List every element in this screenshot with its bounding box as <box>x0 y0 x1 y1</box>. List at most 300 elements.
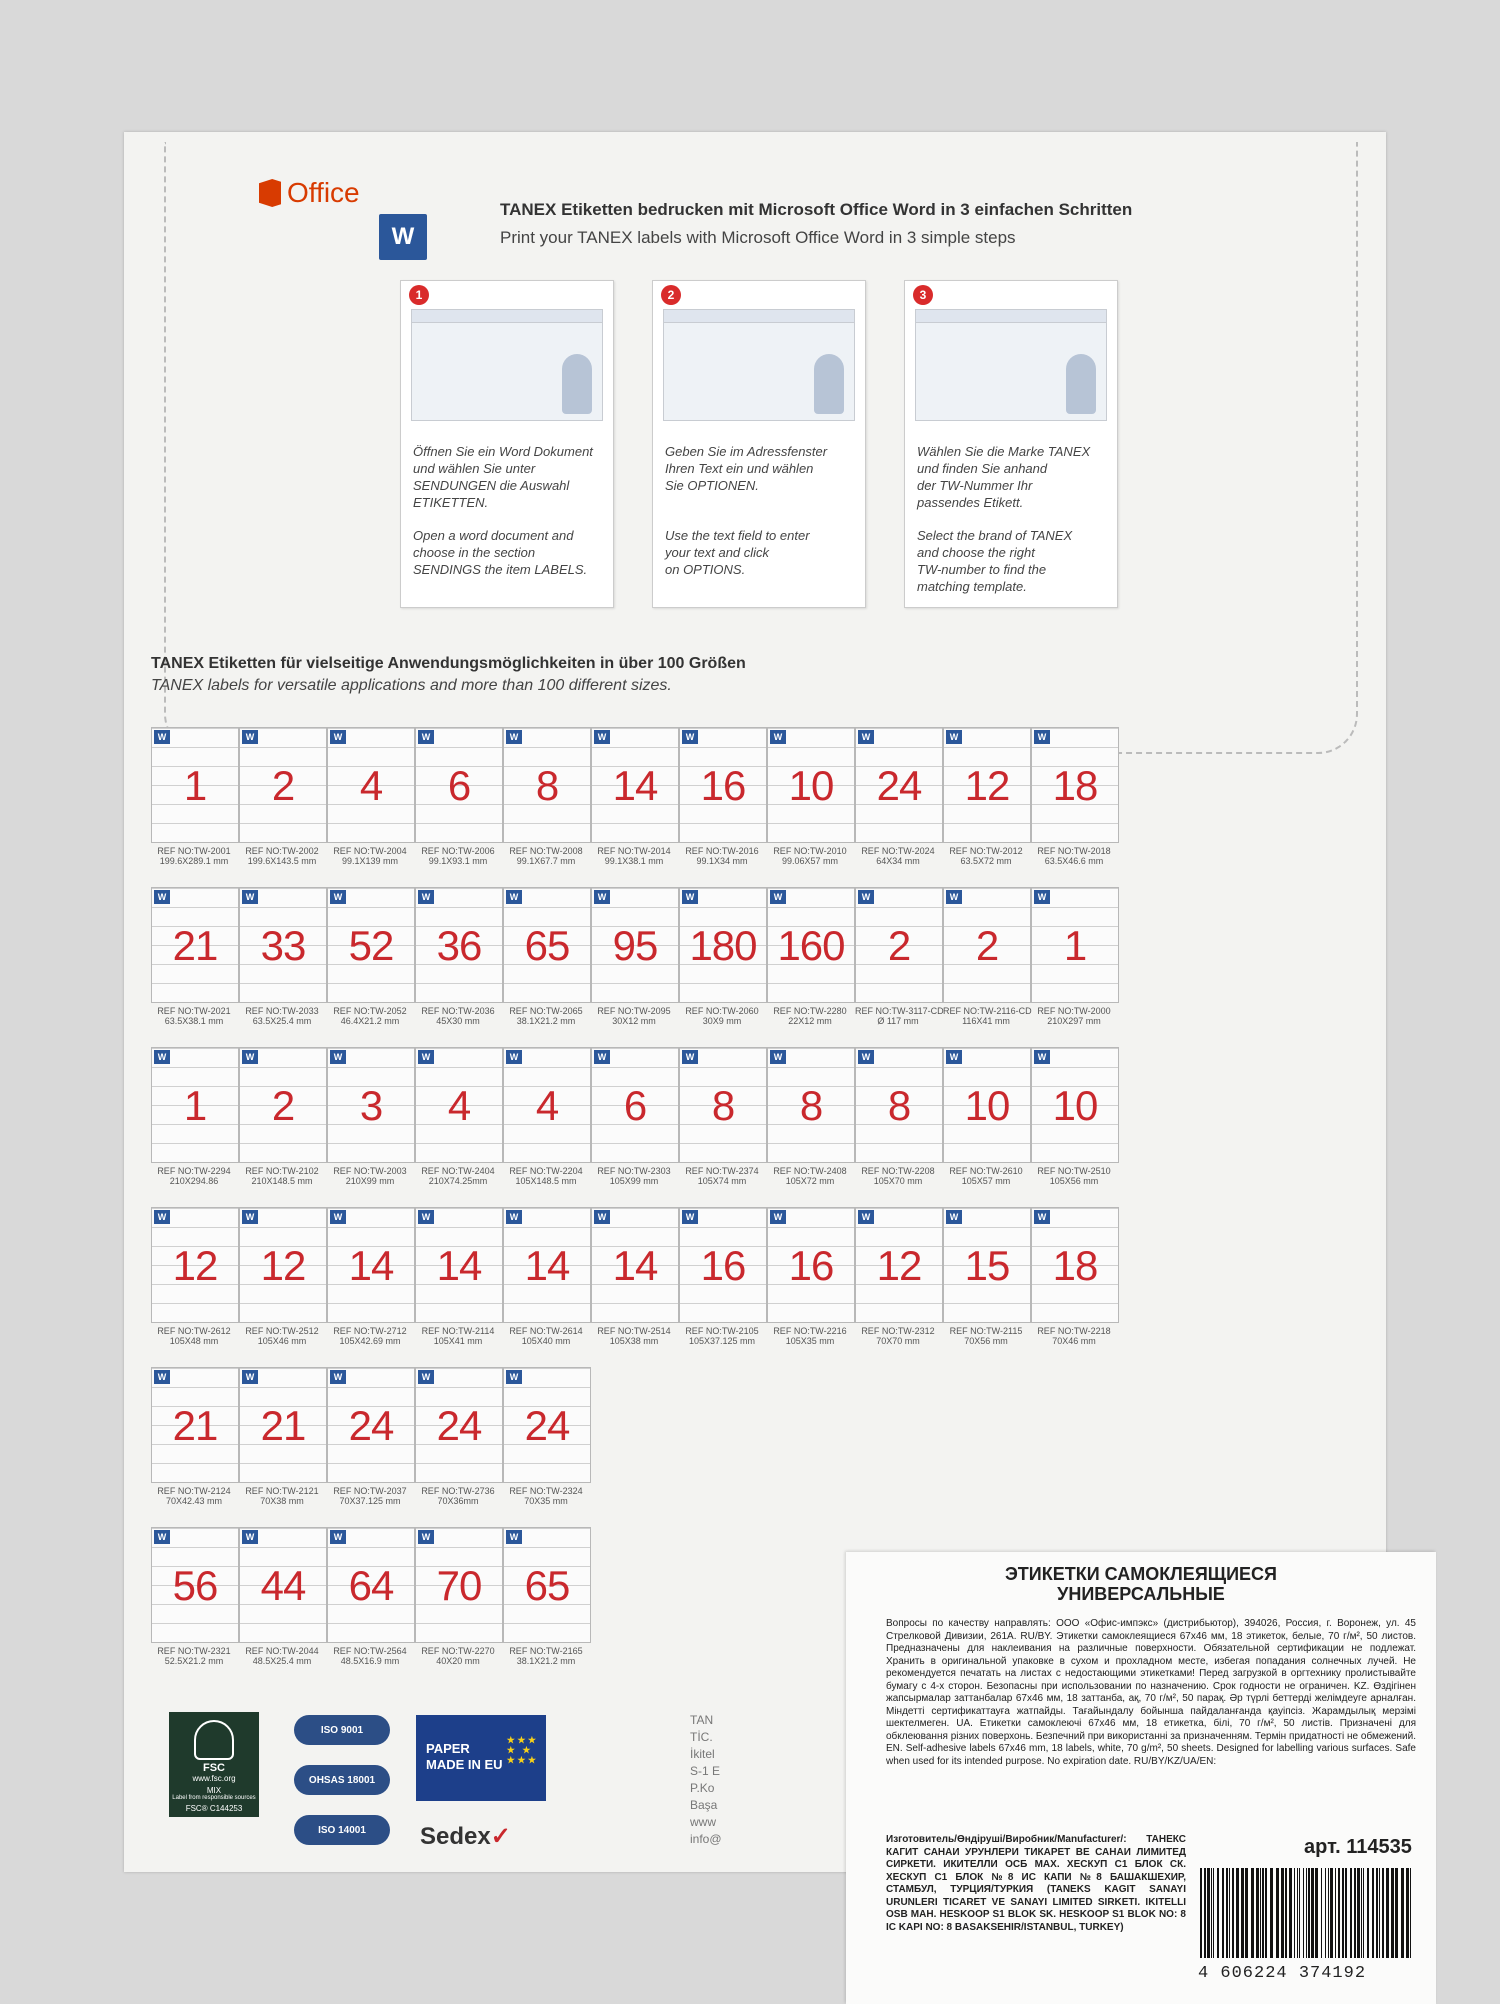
label-size: 105X48 mm <box>169 1336 219 1346</box>
label-sheet-preview <box>151 887 239 1003</box>
label-count: 8 <box>799 1082 823 1129</box>
label-sheet-preview <box>415 887 503 1003</box>
label-format-tile <box>415 887 501 1026</box>
word-icon: W <box>154 730 170 744</box>
label-size: 99.1X34 mm <box>696 856 748 866</box>
label-size: 105X41 mm <box>433 1336 483 1346</box>
word-icon: W <box>946 890 962 904</box>
label-size: 105X148.5 mm <box>515 1176 577 1186</box>
barcode-bar <box>1376 1868 1378 1958</box>
office-logo <box>259 177 360 209</box>
label-count: 12 <box>260 1242 306 1289</box>
fsc-text: Label from responsible sources <box>172 1795 256 1801</box>
label-size: 99.1X139 mm <box>341 856 399 866</box>
label-sheet-preview <box>239 727 327 843</box>
label-sheet-preview <box>943 1207 1031 1323</box>
contact-line: www <box>690 1815 716 1829</box>
ref-number: REF NO:TW-2044 <box>245 1646 319 1656</box>
label-sheet-preview <box>239 1207 327 1323</box>
ref-number: REF NO:TW-2321 <box>157 1646 231 1656</box>
ref-number: REF NO:TW-2270 <box>421 1646 495 1656</box>
label-format-tile <box>239 1367 325 1506</box>
label-size: 38.1X21.2 mm <box>516 1016 576 1026</box>
word-icon: W <box>242 730 258 744</box>
word-icon: W <box>770 1210 786 1224</box>
sticker-title-line1: ЭТИКЕТКИ САМОКЛЕЯЩИЕСЯ <box>1005 1564 1277 1584</box>
label-size: 105X42.69 mm <box>339 1336 401 1346</box>
russian-product-sticker <box>846 1552 1436 2004</box>
label-count: 2 <box>271 762 295 809</box>
label-size: 199.6X143.5 mm <box>247 856 317 866</box>
contact-line: TAN <box>690 1713 714 1727</box>
barcode-bar <box>1367 1868 1369 1958</box>
label-count: 12 <box>876 1242 922 1289</box>
label-count: 4 <box>447 1082 471 1129</box>
label-format-tile <box>855 727 941 866</box>
barcode-bar <box>1276 1868 1279 1958</box>
label-count: 6 <box>447 762 471 809</box>
ref-number: REF NO:TW-2208 <box>861 1166 935 1176</box>
barcode-bar <box>1311 1868 1314 1958</box>
contact-line: P.Ko <box>690 1781 715 1795</box>
sedex-logo: Sedex✓ <box>420 1823 511 1850</box>
label-sheet-preview <box>415 1527 503 1643</box>
label-size: 64X34 mm <box>876 856 920 866</box>
eu-stars-icon: ★ ★ ★ ★ ★ ★ ★ ★ <box>506 1735 536 1765</box>
word-icon: W <box>242 1530 258 1544</box>
label-count: 14 <box>524 1242 570 1289</box>
label-count: 8 <box>535 762 559 809</box>
section-heading-german: TANEX Etiketten für vielseitige Anwendungsmöglichkeiten in über 100 Größen <box>151 655 746 672</box>
word-screenshot <box>663 309 855 421</box>
label-sheet-preview <box>855 1047 943 1163</box>
label-size: 105X56 mm <box>1049 1176 1099 1186</box>
label-count: 14 <box>612 762 658 809</box>
label-format-tile <box>415 1367 501 1506</box>
fsc-mix: MIX <box>206 1786 222 1795</box>
word-icon: W <box>330 890 346 904</box>
fsc-logo <box>169 1712 259 1817</box>
ref-number: REF NO:TW-2408 <box>773 1166 847 1176</box>
paper-line: PAPER <box>426 1741 470 1756</box>
word-icon: W <box>242 890 258 904</box>
label-sheet-preview <box>327 1047 415 1163</box>
barcode-bar <box>1363 1868 1364 1958</box>
barcode-bar <box>1335 1868 1336 1958</box>
fsc-tree-icon <box>194 1720 234 1760</box>
ref-number: REF NO:TW-2002 <box>245 846 319 856</box>
label-sheet-preview <box>679 887 767 1003</box>
label-size: 63.5X38.1 mm <box>164 1016 224 1026</box>
label-sheet-preview <box>239 1047 327 1163</box>
label-sheet-preview <box>327 1367 415 1483</box>
ean-digits: 4 606224 374192 <box>1198 1964 1367 1983</box>
barcode-bar <box>1338 1868 1340 1958</box>
barcode-bar <box>1350 1868 1352 1958</box>
label-count: 4 <box>359 762 383 809</box>
label-format-tile <box>591 1207 677 1346</box>
barcode-bar <box>1315 1868 1318 1958</box>
label-size: 52.5X21.2 mm <box>164 1656 224 1666</box>
label-format-tile <box>679 1047 765 1186</box>
label-size: 105X37.125 mm <box>688 1336 756 1346</box>
barcode-bar <box>1321 1868 1322 1958</box>
word-icon: W <box>418 890 434 904</box>
label-sheet-preview <box>327 1527 415 1643</box>
label-size: 210X297 mm <box>1047 1016 1101 1026</box>
barcode-bar <box>1386 1868 1389 1958</box>
word-icon: W <box>242 1210 258 1224</box>
step-text-english: Use the text field to enter your text and click on OPTIONS. <box>665 528 810 577</box>
contact-line: TİC. <box>690 1730 713 1744</box>
article-number: арт. 114535 <box>1304 1836 1412 1858</box>
label-format-tile <box>151 1367 237 1506</box>
barcode-bar <box>1297 1868 1298 1958</box>
office-logo-text: Office <box>287 177 360 208</box>
ref-number: REF NO:TW-2324 <box>509 1486 583 1496</box>
office-icon <box>259 179 281 207</box>
label-size: 210X294.86 <box>169 1176 219 1186</box>
label-size: 116X41 mm <box>962 1016 1010 1026</box>
word-icon: W <box>1034 1050 1050 1064</box>
label-sheet-preview <box>943 887 1031 1003</box>
step-text-german: Öffnen Sie ein Word Dokument und wählen Sie unter SENDUNGEN die Auswahl ETIKETTEN. <box>413 444 593 510</box>
word-icon: W <box>1034 730 1050 744</box>
barcode-bar <box>1213 1868 1214 1958</box>
label-format-tile <box>415 1047 501 1186</box>
ref-number: REF NO:TW-2018 <box>1037 846 1111 856</box>
ref-number: REF NO:TW-2121 <box>245 1486 319 1496</box>
label-count: 8 <box>887 1082 911 1129</box>
label-format-tile <box>327 1367 413 1506</box>
label-count: 21 <box>260 1402 306 1449</box>
word-icon: W <box>682 730 698 744</box>
barcode-bar <box>1285 1868 1287 1958</box>
barcode-bar <box>1345 1868 1347 1958</box>
barcode-bar <box>1232 1868 1234 1958</box>
label-format-tile <box>503 887 589 1026</box>
barcode-bar <box>1354 1868 1356 1958</box>
label-format-tile <box>1031 1207 1117 1346</box>
label-count: 8 <box>711 1082 735 1129</box>
label-count: 4 <box>535 1082 559 1129</box>
ref-number: REF NO:TW-2114 <box>421 1326 495 1336</box>
label-sheet-preview <box>591 1047 679 1163</box>
label-sheet-preview <box>1031 1047 1119 1163</box>
sticker-manufacturer: Изготовитель/Өндіруші/Виробник/Manufacturer/: ТАНЕКС КАГИТ САНАИ УРУНЛЕРИ ТИКАРЕТ ВЕ САНАИ ЛИМИТЕД СИРКЕТИ. ИКИТЕЛЛИ ОСБ МАХ. ХЕСКУП С1 БЛОК СК. ХЕСКУП С1 БЛОК №8 ИС КАПИ №8 БАШАКШЕХИР, СТАМБУЛ, ТУРЦИЯ/ТУРКИЯ (TANEKS KAGIT SANAYI URUNLERI TICARET VE SANAYI LIMITED SIRKETI. IKITELLI OSB MAH. HESKOOP S1 BLOK SK. HESKOOP S1 BLOK NO: 8 IC KAPI NO: 8 BASAKSEHIR/ISTANBUL, TURKEY) <box>886 1834 1186 1933</box>
label-sheet-preview <box>239 1527 327 1643</box>
label-sheet-preview <box>1031 887 1119 1003</box>
barcode-bar <box>1226 1868 1228 1958</box>
label-count: 14 <box>348 1242 394 1289</box>
iso-14001-badge: ISO 14001 <box>294 1815 390 1845</box>
ref-number: REF NO:TW-2512 <box>245 1326 319 1336</box>
step-number: 3 <box>913 285 933 305</box>
paper-made-in-eu-badge <box>416 1715 546 1801</box>
label-count: 6 <box>623 1082 647 1129</box>
label-size: 30X9 mm <box>702 1016 742 1026</box>
word-icon: W <box>770 1050 786 1064</box>
label-count: 33 <box>260 922 306 969</box>
barcode-bar <box>1361 1868 1362 1958</box>
barcode-bar <box>1330 1868 1333 1958</box>
label-size: 105X38 mm <box>609 1336 659 1346</box>
fsc-url: www.fsc.org <box>192 1774 236 1783</box>
woman-pointing-illustration <box>814 354 844 414</box>
barcode-bar <box>1303 1868 1304 1958</box>
barcode-bar <box>1222 1868 1224 1958</box>
label-format-tile <box>767 1207 853 1346</box>
barcode-bar <box>1281 1868 1284 1958</box>
label-format-tile <box>239 1047 325 1186</box>
label-count: 44 <box>260 1562 306 1609</box>
label-count: 56 <box>172 1562 218 1609</box>
word-icon: W <box>946 1050 962 1064</box>
label-format-tile <box>415 727 501 866</box>
label-size: 48.5X16.9 mm <box>340 1656 400 1666</box>
label-count: 15 <box>964 1242 1010 1289</box>
barcode-bar <box>1357 1868 1360 1958</box>
tanex-contact-cropped <box>690 1712 722 1848</box>
label-format-tile <box>591 1047 677 1186</box>
label-size: 99.1X38.1 mm <box>604 856 664 866</box>
step-text-german: Wählen Sie die Marke TANEX und finden Sie anhand der TW-Nummer Ihr passendes Etikett. <box>917 444 1091 510</box>
label-format-tile <box>239 1207 325 1346</box>
barcode-bar <box>1262 1868 1264 1958</box>
word-icon: W <box>946 1210 962 1224</box>
word-icon: W <box>594 1210 610 1224</box>
label-format-tile <box>503 1527 589 1666</box>
word-icon: W <box>418 1530 434 1544</box>
label-format-tile <box>767 1047 853 1186</box>
label-sheet-preview <box>151 1367 239 1483</box>
label-format-tile <box>1031 1047 1117 1186</box>
label-count: 65 <box>524 922 570 969</box>
ref-number: REF NO:TW-2312 <box>861 1326 935 1336</box>
barcode-bar <box>1256 1868 1259 1958</box>
label-sheet-preview <box>239 1367 327 1483</box>
ref-number: REF NO:TW-2612 <box>157 1326 231 1336</box>
label-format-tile <box>943 1207 1029 1346</box>
word-icon: W <box>154 1210 170 1224</box>
label-sheet-preview <box>591 727 679 843</box>
label-format-tile <box>151 1047 237 1186</box>
label-count: 18 <box>1052 762 1098 809</box>
label-size: 99.1X67.7 mm <box>516 856 576 866</box>
label-sheet-preview <box>767 1047 855 1163</box>
ref-number: REF NO:TW-2614 <box>509 1326 583 1336</box>
barcode-bar <box>1379 1868 1380 1958</box>
word-icon: W <box>418 1210 434 1224</box>
word-icon: W <box>946 730 962 744</box>
ref-number: REF NO:TW-2003 <box>333 1166 407 1176</box>
label-format-tile <box>767 727 853 866</box>
label-sheet-preview <box>503 1367 591 1483</box>
barcode-bar <box>1270 1868 1273 1958</box>
label-sheet-preview <box>415 1047 503 1163</box>
barcode-bar <box>1236 1868 1239 1958</box>
word-icon: W <box>682 1210 698 1224</box>
label-sheet-preview <box>327 1207 415 1323</box>
ref-number: REF NO:TW-2303 <box>597 1166 671 1176</box>
header-german: TANEX Etiketten bedrucken mit Microsoft Office Word in 3 einfachen Schritten <box>500 200 1133 219</box>
step-card-2 <box>652 280 866 608</box>
word-icon: W <box>154 1530 170 1544</box>
barcode-bar <box>1200 1868 1202 1958</box>
sticker-title <box>846 1564 1436 1604</box>
ref-number: REF NO:TW-2000 <box>1037 1006 1111 1016</box>
label-format-tile <box>943 887 1032 1026</box>
barcode-bar <box>1325 1868 1326 1958</box>
label-sheet-preview <box>151 1207 239 1323</box>
label-format-tile <box>503 727 589 866</box>
label-size: 199.6X289.1 mm <box>159 856 229 866</box>
label-sheet-preview <box>943 1047 1031 1163</box>
ref-number: REF NO:TW-2165 <box>509 1646 583 1656</box>
word-icon: W <box>682 1050 698 1064</box>
label-count: 14 <box>436 1242 482 1289</box>
label-sheet-preview <box>855 727 943 843</box>
ref-number: REF NO:TW-2294 <box>157 1166 231 1176</box>
label-sheet-preview <box>503 1047 591 1163</box>
label-size: 105X35 mm <box>785 1336 835 1346</box>
word-icon: W <box>330 1050 346 1064</box>
ref-number: REF NO:TW-2115 <box>949 1326 1023 1336</box>
label-count: 21 <box>172 1402 218 1449</box>
ref-number: REF NO:TW-2124 <box>157 1486 231 1496</box>
sticker-description: Вопросы по качеству направлять: ООО «Офис-импэкс» (дистрибьютор), 394026, Россия, г. Воронеж, ул. 45 Стрелковой Дивизии, 261А. RU/BY. Этикетки самоклеящиеся 67х46 мм, 18 этикеток, белые, 70 г/м², 50 листов. Предназначены для наклеивания на различные поверхности. Обязательной сертификации не подлежат. Хранить в оригинальной упаковке в сухом и прохладном месте, избегая попадания солнечных лучей. Не рекомендуется печатать на листах с недостающими этикетками! Перед загрузкой в оргтехнику пролистывайте бумагу с 4-х сторон. Безопасны при использовании по назначению. Срок годности не ограничен. KZ. Өздігінен жапсырмалар заттанбалар 67х46 мм, 18 заттанба, ақ, 70 г/м², 50 парақ. Әр түрлі беттерді желімдеуге арналған. Міндетті сертификаттауға жатпайды. Тағайындалу бойынша пайдаланғанда қауіпсіз. Жарамдылық мерзімі шектелмеген. UA. Етикетки самоклеючі 67х46 мм, 18 етикетка, білі, 70 г/м², 50 листів. Призначені для обклеювання різних поверхонь. Безпечний при використанні за призначенням. Термін придатності не обмежений. EN. Self-adhesive labels 67x46 mm, 18 labels, white, 70 g/m², 50 sheets. Designed for labelling various surfaces. Safe when used for its intended purpose. No expiration date. RU/BY/KZ/UA/EN: <box>886 1618 1416 1767</box>
barcode-bar <box>1406 1868 1409 1958</box>
label-format-tile <box>591 727 677 866</box>
label-size: 105X46 mm <box>257 1336 307 1346</box>
word-icon: W <box>379 214 427 260</box>
label-size: 210X99 mm <box>345 1176 395 1186</box>
label-size: 70X36mm <box>437 1496 479 1506</box>
label-size: 70X46 mm <box>1052 1336 1096 1346</box>
label-format-tile <box>855 1047 941 1186</box>
label-format-tile <box>767 887 853 1026</box>
word-icon: W <box>154 890 170 904</box>
label-size: 30X12 mm <box>612 1016 656 1026</box>
label-size: 63.5X46.6 mm <box>1044 856 1104 866</box>
ref-number: REF NO:TW-2021 <box>157 1006 231 1016</box>
label-size: 70X38 mm <box>260 1496 304 1506</box>
step-card-1 <box>400 280 614 608</box>
label-count: 16 <box>788 1242 834 1289</box>
label-count: 24 <box>436 1402 482 1449</box>
label-size: 70X35 mm <box>524 1496 568 1506</box>
barcode-bar <box>1382 1868 1384 1958</box>
label-sheet-preview <box>327 727 415 843</box>
label-format-tile <box>327 727 413 866</box>
label-count: 2 <box>887 922 911 969</box>
iso-9001-badge: ISO 9001 <box>294 1715 390 1745</box>
word-icon: W <box>770 730 786 744</box>
label-size: 105X99 mm <box>609 1176 659 1186</box>
ref-number: REF NO:TW-2008 <box>509 846 583 856</box>
word-icon: W <box>858 1050 874 1064</box>
ref-number: REF NO:TW-3117-CD <box>855 1006 944 1016</box>
barcode-bar <box>1265 1868 1267 1958</box>
ref-number: REF NO:TW-2404 <box>421 1166 495 1176</box>
label-sheet-preview <box>855 1207 943 1323</box>
label-format-tile <box>327 1207 413 1346</box>
label-size: 70X56 mm <box>964 1336 1008 1346</box>
label-format-tile <box>679 1207 765 1346</box>
label-sheet-preview <box>855 887 943 1003</box>
word-icon: W <box>858 1210 874 1224</box>
word-icon: W <box>682 890 698 904</box>
label-format-tile <box>327 1527 413 1666</box>
label-sheet-preview <box>1031 1207 1119 1323</box>
ref-number: REF NO:TW-2001 <box>157 846 231 856</box>
step-number: 1 <box>409 285 429 305</box>
word-icon: W <box>1034 1210 1050 1224</box>
step-text-english: Select the brand of TANEX and choose the right TW-number to find the matching template. <box>917 528 1073 594</box>
label-size: Ø 117 mm <box>877 1016 919 1026</box>
ref-number: REF NO:TW-2012 <box>949 846 1023 856</box>
ref-number: REF NO:TW-2374 <box>685 1166 759 1176</box>
barcode-bar <box>1299 1868 1300 1958</box>
word-icon: W <box>506 890 522 904</box>
word-icon: W <box>858 730 874 744</box>
word-icon: W <box>506 730 522 744</box>
word-icon: W <box>330 1370 346 1384</box>
label-sheet-preview <box>503 727 591 843</box>
label-sheet-preview <box>151 727 239 843</box>
label-count: 18 <box>1052 1242 1098 1289</box>
ref-number: REF NO:TW-2280 <box>773 1006 847 1016</box>
ref-number: REF NO:TW-2204 <box>509 1166 583 1176</box>
label-size: 40X20 mm <box>436 1656 480 1666</box>
label-size: 48.5X25.4 mm <box>252 1656 312 1666</box>
label-count: 24 <box>876 762 922 809</box>
label-format-tile <box>151 887 237 1026</box>
label-format-tile <box>327 1047 413 1186</box>
label-sheet-preview <box>767 887 855 1003</box>
label-count: 180 <box>689 922 757 969</box>
word-icon: W <box>594 730 610 744</box>
label-size: 70X37.125 mm <box>339 1496 401 1506</box>
word-icon: W <box>506 1210 522 1224</box>
label-format-tile <box>239 727 325 866</box>
label-sheet-preview <box>1031 727 1119 843</box>
label-count: 3 <box>359 1082 383 1129</box>
label-format-tile <box>415 1527 501 1666</box>
label-count: 64 <box>348 1562 394 1609</box>
label-sheet-preview <box>151 1047 239 1163</box>
fsc-code: FSC® C144253 <box>185 1804 243 1813</box>
label-size: 105X70 mm <box>873 1176 923 1186</box>
word-icon: W <box>418 730 434 744</box>
label-sheet-packaging <box>124 132 1416 1983</box>
ref-number: REF NO:TW-2033 <box>245 1006 319 1016</box>
label-size: 70X42.43 mm <box>165 1496 223 1506</box>
barcode-bar <box>1289 1868 1292 1958</box>
label-sheet-preview <box>239 887 327 1003</box>
barcode-bar <box>1229 1868 1230 1958</box>
label-count: 70 <box>436 1562 482 1609</box>
label-sheet-preview <box>767 727 855 843</box>
barcode-bar <box>1204 1868 1206 1958</box>
ohsas-18001-badge: OHSAS 18001 <box>294 1765 390 1795</box>
label-format-tile <box>591 887 677 1026</box>
label-size: 210X148.5 mm <box>251 1176 313 1186</box>
ref-number: REF NO:TW-2010 <box>773 846 847 856</box>
word-icon: W <box>418 1370 434 1384</box>
label-size: 105X40 mm <box>521 1336 571 1346</box>
ref-number: REF NO:TW-2037 <box>333 1486 407 1496</box>
